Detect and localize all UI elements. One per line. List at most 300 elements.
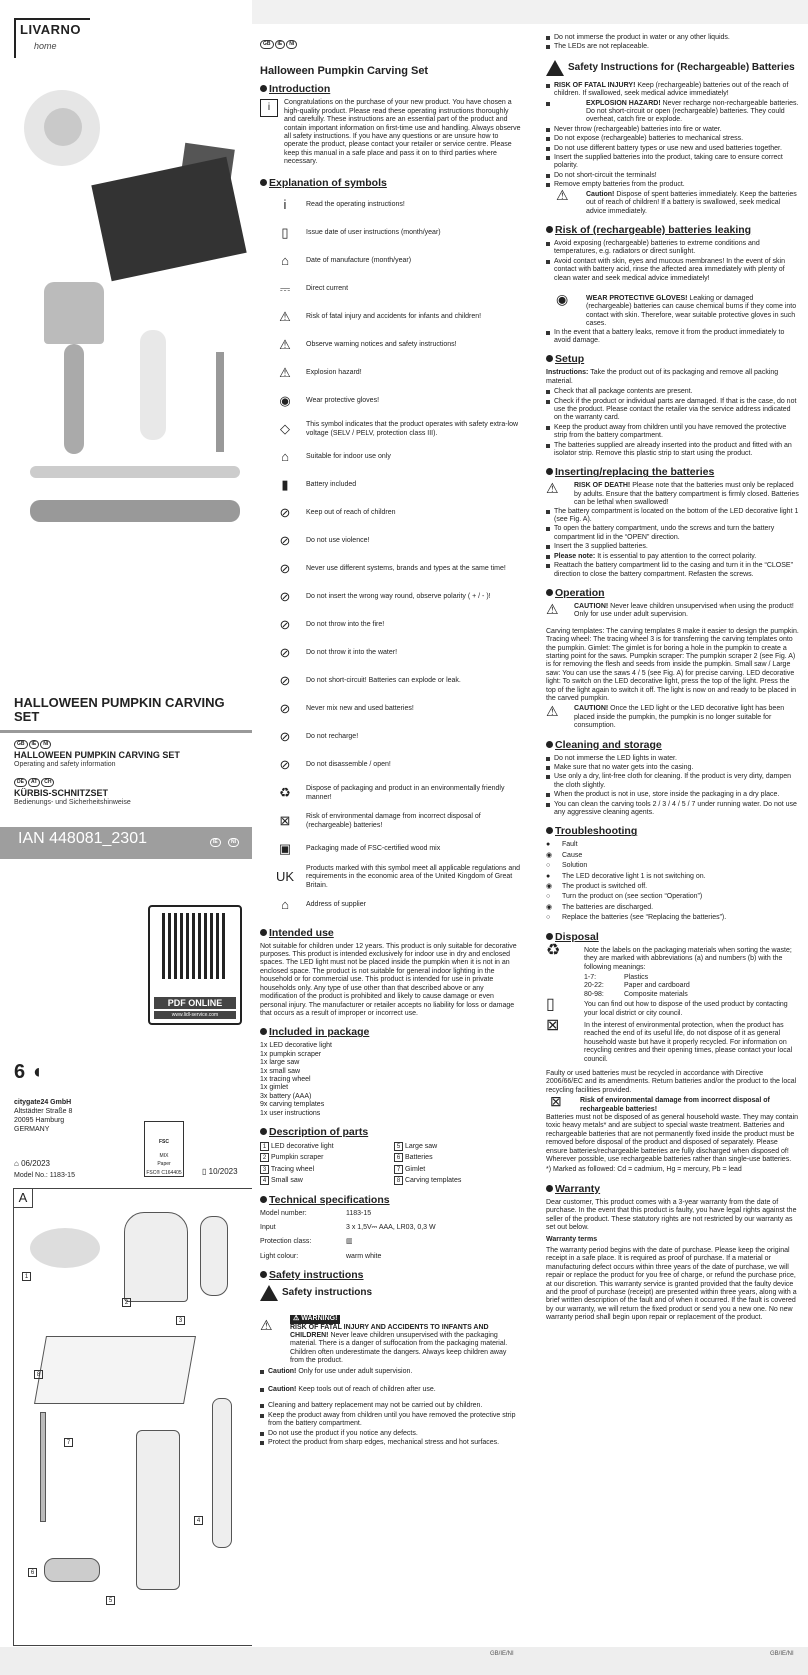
section-heading: Setup: [546, 353, 800, 365]
disposal-text: Faulty or used batteries must be recycled in accordance with Directive 2006/66/EC and its amendments. Return batteries and/or the product to the local recycling facilities provided.: [546, 1069, 797, 1094]
code-key: 1-7:: [584, 973, 597, 981]
symbol-row: [260, 669, 522, 695]
brand-sub: home: [34, 41, 57, 51]
fault-icon: ●: [546, 841, 551, 849]
leak-last: [546, 329, 800, 346]
fig-tracing-wheel: [200, 1216, 228, 1296]
symbol-text: Read the operating instructions!: [306, 201, 405, 209]
fig-batteries: [44, 1558, 100, 1582]
fig-callout: 3: [176, 1316, 185, 1325]
symbol-row: [260, 389, 522, 415]
templates-image: [91, 157, 246, 282]
symbol-icon: ⊘: [279, 533, 291, 549]
moon-icon: ◖: [30, 1061, 43, 1083]
fsc-paper: Paper: [157, 1161, 171, 1168]
death-warning: ⚠ RISK OF DEATH! Please note that the batteries must only be replaced by adults. Ensure that the battery compartment is firmly closed. Batteries can be lethal when swallowed!: [546, 480, 799, 507]
top-list: [546, 34, 800, 52]
symbol-row: [260, 361, 522, 387]
product-subtitle-en: Operating and safety information: [14, 761, 116, 768]
symbol-row: [260, 753, 522, 779]
ian-lang-badge: IE: [210, 838, 221, 847]
fsc-logo: [144, 1121, 184, 1177]
fig-small-saw: [212, 1398, 232, 1548]
symbol-icon: ⊠: [279, 813, 291, 829]
fig-scraper: [124, 1212, 188, 1302]
section-heading: Safety instructions: [260, 1269, 522, 1281]
package-item: 9x carving templates: [260, 1101, 325, 1109]
manufacturer-number: 6: [14, 1061, 26, 1083]
list-item: When the product is not in use, store inside the packaging in a dry place.: [546, 791, 800, 799]
cause-icon: ◉: [546, 883, 553, 891]
bullet-dot: [546, 226, 553, 233]
warning-label: ⚠ WARNING!: [290, 1315, 340, 1323]
symbol-text: Do not throw into the fire!: [306, 621, 385, 629]
manufacture-date-value: 06/2023: [21, 1159, 50, 1168]
symbol-text: Do not throw it into the water!: [306, 649, 398, 657]
bullet-dot: [260, 929, 267, 936]
warning-icon: ⚠: [546, 703, 559, 720]
symbol-row: [260, 613, 522, 639]
symbol-text: Never mix new and used batteries!: [306, 705, 414, 713]
ian-number: IAN 448081_2301: [18, 830, 147, 847]
code-key: 80-98:: [584, 990, 604, 998]
recycle-icon: ♻: [546, 941, 561, 959]
part-item: [394, 1153, 522, 1162]
list-item: Insert the supplied batteries into the product, taking care to ensure correct polarity.: [546, 154, 800, 171]
parts-list: [260, 1142, 522, 1186]
symbol-row: [260, 193, 522, 219]
bullet-dot: [260, 85, 267, 92]
list-item: The battery compartment is located on the bottom of the LED decorative light 1 (see Fig. A).: [546, 508, 800, 525]
disposal-footnote: *) Marked as followed: Cd = cadmium, Hg = mercury, Pb = lead: [546, 1166, 742, 1174]
symbol-text: Suitable for indoor use only: [306, 453, 391, 461]
symbol-text: Address of supplier: [306, 901, 366, 909]
intended-text: Not suitable for children under 12 years. This product is only suitable for decorative purposes. This product is intended exclusively for indoor use in dry and enclosed spaces. The LED light must not be placed inside the pumpkin when it is not in an enclosed space. The product is not suitable for general indoor lighting in the household or for commercial use. This product is intended for use in private households only. Any type of use other than that described above or any modification of the product is prohibited and likely to cause damage or even personal injury. The manufacturer or retailer accepts no liability for loss or damage that occurs as a result of improper or incorrect use.: [260, 942, 517, 1017]
symbol-row: [260, 865, 522, 891]
footer-right: GB/IE/NI: [770, 1651, 794, 1657]
symbol-text: Explosion hazard!: [306, 369, 362, 377]
part-name: Carving templates: [403, 1177, 462, 1185]
symbol-row: [260, 529, 522, 555]
lang-badges-de: [14, 778, 55, 787]
warning-icon: ⚠: [546, 600, 559, 617]
package-list: [260, 1042, 522, 1118]
fault-text: The LED decorative light 1 is not switching on.: [562, 872, 706, 880]
legend-cause: Cause: [562, 851, 583, 859]
symbol-icon: ▮: [281, 477, 289, 493]
operation-caution-2: ⚠ CAUTION! Once the LED light or the LED decorative light has been placed inside the pumpkin, the pumpkin is no longer suitable for consumption.: [546, 703, 785, 730]
lang-badge: NI: [286, 40, 297, 49]
list-item: Make sure that no water gets into the casing.: [546, 764, 800, 772]
symbol-row: [260, 585, 522, 611]
fault-icon: ●: [546, 872, 551, 880]
cause-icon: ◉: [546, 903, 553, 911]
list-item: Do not use the product if you notice any defects.: [260, 1430, 522, 1438]
symbol-icon: ▯: [281, 225, 289, 241]
symbol-list: [260, 193, 522, 919]
part-item: [260, 1176, 388, 1185]
code-value: Plastics: [624, 973, 649, 981]
middle-column: [252, 0, 530, 1675]
symbol-row: [260, 893, 522, 919]
bullet-dot: [260, 179, 267, 186]
issue-date: [202, 1168, 238, 1176]
package-item: 1x pumpkin scraper: [260, 1050, 322, 1058]
legend-fault: Fault: [562, 841, 578, 849]
symbol-text: Issue date of user instructions (month/year): [306, 229, 441, 237]
spec-key: Light colour:: [260, 1252, 299, 1260]
part-name: Gimlet: [403, 1165, 426, 1173]
figure-a-label: A: [13, 1188, 33, 1208]
part-item: [394, 1176, 522, 1185]
crossed-bin-icon: ⊠: [550, 1093, 562, 1110]
symbol-icon: ⚠: [279, 337, 291, 353]
symbol-text: Wear protective gloves!: [306, 397, 380, 405]
symbol-row: [260, 249, 522, 275]
spec-value: warm white: [346, 1252, 382, 1260]
list-item: In the event that a battery leaks, remove it from the product immediately to avoid damage.: [546, 329, 800, 346]
part-name: Batteries: [403, 1154, 433, 1162]
symbol-text: Packaging made of FSC-certified wood mix: [306, 845, 441, 853]
list-item: Do not short-circuit the terminals!: [546, 172, 800, 180]
model-number: Model No.: 1183-15: [14, 1172, 75, 1179]
symbol-row: [260, 725, 522, 751]
cover-title: HALLOWEEN PUMPKIN CARVING SET: [14, 695, 225, 724]
symbol-row: [260, 697, 522, 723]
symbol-text: This symbol indicates that the product operates with safety extra-low voltage (SELV / PELV, protection class III).: [306, 421, 519, 437]
warranty-terms-heading: Warranty terms: [546, 1236, 598, 1244]
symbol-row: [260, 277, 522, 303]
bullet-dot: [546, 589, 553, 596]
solution-icon: ○: [546, 914, 551, 922]
symbol-text: Direct current: [306, 285, 349, 293]
symbol-icon: ◇: [280, 421, 290, 437]
intro-block: [260, 99, 522, 168]
fig-callout: 6: [28, 1568, 37, 1577]
bin-icon: ▯: [546, 996, 555, 1014]
symbol-text: Battery included: [306, 481, 357, 489]
warning-icon: [260, 1285, 278, 1301]
list-item: Reattach the battery compartment lid to the casing and turn it in the “CLOSE” direction to close the battery compartment. Refasten the screws.: [546, 562, 800, 579]
setup-list: [546, 388, 800, 458]
battery-rules-list: [546, 126, 800, 190]
list-item: Check if the product or individual parts are damaged. If that is the case, do not use the product. Please contact the retailer via the service address indicated on the warranty card.: [546, 398, 800, 423]
symbol-row: [260, 641, 522, 667]
address-line: 20095 Hamburg: [14, 1117, 65, 1124]
code-value: Composite materials: [624, 990, 688, 998]
lang-badge: GB: [260, 40, 274, 49]
lang-badge: IE: [275, 40, 286, 49]
fig-gimlet: [40, 1412, 46, 1522]
spec-key: Model number:: [260, 1209, 307, 1217]
list-item: To open the battery compartment, undo the screws and turn the battery compartment lid in the “OPEN” direction.: [546, 525, 800, 542]
symbol-icon: ▣: [278, 841, 292, 857]
lang-badge: GB: [14, 740, 28, 749]
section-heading: Warranty: [546, 1183, 800, 1195]
small-saw-image: [30, 466, 240, 478]
fig-callout: 5: [106, 1596, 115, 1605]
leak-list: [546, 240, 800, 283]
symbol-text: Dispose of packaging and product in an environmentally friendly manner!: [306, 785, 505, 801]
symbol-text: Risk of environmental damage from incorrect disposal of (rechargeable) batteries!: [306, 813, 481, 829]
symbol-row: [260, 557, 522, 583]
bullet-dot: [546, 741, 553, 748]
warning-icon: ⚠: [556, 186, 569, 203]
spec-table: [260, 1210, 522, 1262]
part-item: [260, 1153, 388, 1162]
fig-callout: 4: [194, 1516, 203, 1525]
product-title-de: KÜRBIS-SCHNITZSET: [14, 788, 108, 798]
symbol-row: [260, 305, 522, 331]
battery-safety-heading: Safety Instructions for (Rechargeable) Batteries: [546, 60, 800, 76]
operation-text: Carving templates: The carving templates 8 make it easier to design the pumpkin. Tracing wheel: The tracing wheel 3 is for transferring the carving templates onto the pumpkin. Gimlet: The gimlet is for boring a hole in the pumpkin to create a starting point for the saws. Pumpkin scraper: The pumpkin scraper 2 (see Fig. A) is for removing the flesh and seeds from inside the pumpkin. Small saw / Large saw: You can use the saws 4 / 5 (see Fig. A) for precise carving. LED decorative light: To switch on the LED decorative light, press the top of the light. Press the top of the light again to switch it off. The light is now on and ready to be placed in the carved pumpkin.: [546, 627, 799, 702]
symbol-row: [260, 473, 522, 499]
disposal-text: In the interest of environmental protection, when the product has reached the end of its useful life, do not dispose of it as general household waste but have it properly recycled. For information on recycling centres and their opening times, please contact your local council.: [584, 1021, 793, 1063]
symbol-text: Do not use violence!: [306, 537, 370, 545]
part-name: Small saw: [269, 1177, 303, 1185]
solution-icon: ○: [546, 862, 551, 870]
symbol-icon: ♻: [279, 785, 291, 801]
symbol-icon: ⎓: [279, 281, 291, 297]
part-item: [260, 1165, 388, 1174]
address-line: GERMANY: [14, 1126, 50, 1133]
lang-badge: NI: [40, 740, 51, 749]
bullet-dot: [546, 355, 553, 362]
cause-icon: ◉: [546, 851, 553, 859]
ian-bar: [0, 827, 252, 859]
part-item: [260, 1142, 388, 1151]
symbol-row: [260, 809, 522, 835]
package-item: 1x user instructions: [260, 1109, 321, 1117]
lang-badge: CH: [41, 778, 54, 787]
crossed-bin-icon: ⊠: [546, 1016, 560, 1034]
disposal-text: Note the labels on the packaging materials when sorting the waste; they are marked with abbreviations (a) and numbers (b) with the following meanings:: [584, 946, 792, 971]
list-item: The batteries supplied are already inserted into the product and fitted with an isolator strip. Remove this plastic strip to start using the product.: [546, 442, 800, 459]
legend-solution: Solution: [562, 862, 588, 870]
gloves-warning: ◉ WEAR PROTECTIVE GLOVES! Leaking or damaged (rechargeable) batteries can cause chemical burns if they come into contact with skin. Therefore, wear suitable protective gloves in such cases.: [556, 290, 797, 328]
part-number: 1: [260, 1142, 269, 1151]
cause-text: The batteries are discharged.: [562, 903, 654, 911]
section-heading: Description of parts: [260, 1126, 522, 1138]
symbol-icon: ⌂: [281, 449, 289, 465]
part-name: Pumpkin scraper: [269, 1154, 324, 1162]
list-item: Protect the product from sharp edges, mechanical stress and hot surfaces.: [260, 1439, 522, 1447]
section-heading: Technical specifications: [260, 1194, 522, 1206]
battery-disposal-warning: ⊠ Risk of environmental damage from incorrect disposal of rechargeable batteries!: [550, 1093, 770, 1113]
manufacture-date: [14, 1160, 50, 1168]
symbol-text: Risk of fatal injury and accidents for infants and children!: [306, 313, 482, 321]
ian-lang-badge: NI: [228, 838, 239, 847]
symbol-icon: ⊘: [279, 673, 291, 689]
fig-templates: [34, 1336, 196, 1404]
fig-callout: 7: [64, 1438, 73, 1447]
symbol-icon: ⌂: [281, 253, 289, 269]
part-name: Tracing wheel: [269, 1165, 315, 1173]
spec-value: 1183-15: [346, 1209, 372, 1217]
lang-badge: IE: [29, 740, 40, 749]
fsc-code: FSC® C164405: [146, 1169, 182, 1176]
doc-title: Halloween Pumpkin Carving Set: [260, 65, 429, 77]
list-item: Please note: It is essential to pay attention to the correct polarity.: [546, 553, 800, 561]
symbol-row: [260, 837, 522, 863]
symbol-icon: ⊘: [279, 729, 291, 745]
setup-instructions: Instructions: Take the product out of its packaging and remove all packing material.: [546, 369, 779, 385]
bullet-dot: [260, 1271, 267, 1278]
fig-led-light: [30, 1228, 100, 1268]
product-subtitle-de: Bedienungs- und Sicherheitshinweise: [14, 799, 131, 806]
qr-code[interactable]: [148, 905, 242, 1025]
list-item: Avoid exposing (rechargeable) batteries to extreme conditions and temperatures, e.g. radiators or direct sunlight.: [546, 240, 800, 257]
package-item: 1x large saw: [260, 1059, 300, 1067]
part-number: 4: [260, 1176, 269, 1185]
list-item: Avoid contact with skin, eyes and mucous membranes! In the event of skin contact with battery acid, rinse the affected area immediately with plenty of clean water and seek medical advice immediately!: [546, 258, 800, 283]
symbol-row: [260, 221, 522, 247]
symbol-text: Date of manufacture (month/year): [306, 257, 412, 265]
list-item: Check that all package contents are present.: [546, 388, 800, 396]
list-item: Cleaning and battery replacement may not be carried out by children.: [260, 1402, 522, 1410]
section-heading: Risk of (rechargeable) batteries leaking: [546, 224, 800, 236]
list-item: Remove empty batteries from the product.: [546, 181, 800, 189]
footer-left: GB/IE/NI: [490, 1651, 514, 1657]
part-name: Large saw: [403, 1142, 438, 1150]
list-item: Do not expose (rechargeable) batteries to mechanical stress.: [546, 135, 800, 143]
fig-callout: 8: [34, 1370, 43, 1379]
symbol-text: Do not recharge!: [306, 733, 359, 741]
page-footer: [0, 1647, 808, 1675]
manufacturer-address: [14, 1098, 72, 1134]
large-saw-image: [30, 500, 240, 522]
battery-caution: ⚠ Caution! Dispose of spent batteries immediately. Keep the batteries out of reach of children! If a battery is swallowed, seek medical advice immediately.: [556, 186, 797, 215]
symbol-row: [260, 781, 522, 807]
bullet-dot: [260, 1128, 267, 1135]
brand-logo: [14, 18, 90, 58]
symbol-icon: ⊘: [279, 757, 291, 773]
code-value: Paper and cardboard: [624, 982, 690, 990]
safety-subheading: Safety instructions: [260, 1285, 522, 1301]
tracing-wheel-image: [140, 330, 166, 440]
symbol-icon: ⚠: [279, 309, 291, 325]
list-item: Use only a dry, lint-free cloth for cleaning. If the product is very dirty, dampen the cloth slightly.: [546, 773, 800, 790]
symbol-text: Keep out of reach of children: [306, 509, 396, 517]
symbol-icon: ⊘: [279, 617, 291, 633]
spec-value: 3 x 1,5V⎓ AAA, LR03, 0,3 W: [346, 1224, 436, 1231]
list-item: Keep the product away from children until you have removed the protective strip from the battery compartment.: [546, 424, 800, 441]
fsc-name: FSC: [159, 1139, 169, 1145]
list-item: Keep the product away from children until you have removed the protective strip from the battery compartment.: [260, 1412, 522, 1429]
led-light-center: [44, 108, 82, 146]
safety-list: [260, 1402, 522, 1447]
header-langs: [260, 40, 522, 49]
symbol-icon: i: [283, 197, 287, 213]
warranty-terms-text: The warranty period begins with the date of purchase. Please keep the original receipt in a safe place. It is required as proof of purchase. If a material or manufacturing defect occurs within three years of the date of purchase, we will repair or replace the product for you free of charge, or refund the purchase price, at our discretion. This warranty service is granted provided that the faulty device and the proof of purchase (receipt) are presented within three years, along with a brief written description of the fault and of when it occurred. If the fault is covered by our warranty, we will return the fixed product or send you a new one. No new warranty period shall begin upon repair or replacement of the product.: [546, 1246, 797, 1322]
insert-list: [546, 508, 800, 579]
list-item: The LEDs are not replaceable.: [546, 43, 800, 51]
qr-pattern: [162, 913, 228, 979]
package-item: 1x LED decorative light: [260, 1042, 332, 1050]
section-heading: Troubleshooting: [546, 825, 800, 837]
factory-icon: ⌂: [14, 1159, 19, 1168]
brand-name: LIVARNO: [20, 22, 82, 37]
section-heading: Disposal: [546, 931, 800, 943]
symbol-icon: ⊘: [279, 589, 291, 605]
address-line: Altstädter Straße 8: [14, 1108, 73, 1115]
product-title-en: HALLOWEEN PUMPKIN CARVING SET: [14, 750, 180, 760]
symbol-text: Do not insert the wrong way round, observe polarity ( + / - )!: [306, 593, 491, 601]
symbol-icon: ⚠: [279, 365, 291, 381]
bullet-dot: [260, 1028, 267, 1035]
part-number: 7: [394, 1165, 403, 1174]
intro-text: Congratulations on the purchase of your new product. You have chosen a high-quality product. Please read these operating instructions thoroughly and carefully. These instructions are an essential part of the product and contain important information on first-time use and handling. Always observe all safety instructions. If you have any questions or are unsure how to operate the product, please contact your retailer or service centre. Please keep this manual in a safe place and pass it on to third parties where necessary.: [284, 99, 521, 166]
symbol-text: Observe warning notices and safety instructions!: [306, 341, 457, 349]
title-divider: [0, 730, 252, 733]
section-heading: Cleaning and storage: [546, 739, 800, 751]
disposal-block: [546, 941, 800, 1066]
spec-value: ▥: [346, 1238, 353, 1246]
bullet-dot: [260, 1196, 267, 1203]
disposal-text: Batteries must not be disposed of as general household waste. They may contain toxic heavy metals* and are subject to special waste treatment. Batteries and rechargeable batteries that are not permanently fixed inside the product must be removed before disposal of the product and disposed of separately. Please ensure batteries/rechargeable batteries are fully discharged when disposed of! Wherever possible, use rechargeable batteries rather than single-use batteries.: [546, 1114, 799, 1164]
package-item: 3x battery (AAA): [260, 1092, 312, 1100]
warning-icon: [546, 60, 564, 76]
section-heading: Introduction: [260, 83, 522, 95]
part-number: 3: [260, 1165, 269, 1174]
warranty-text: Dear customer, This product comes with a 3-year warranty from the date of purchase. In the event that this product is faulty, you have legal rights against the seller of the product. These statutory rights are not restricted by our warranty as set out below.: [546, 1198, 797, 1232]
symbol-row: [260, 445, 522, 471]
child-hazard-icon: ⚠: [260, 1317, 273, 1334]
symbol-row: [260, 501, 522, 527]
list-item: Do not immerse the LED lights in water.: [546, 755, 800, 763]
part-name: LED decorative light: [269, 1142, 334, 1150]
warning-icon: ⚠: [546, 480, 559, 497]
caution-list: [260, 1368, 522, 1395]
solution-text: Replace the batteries (see “Replacing the batteries”).: [562, 914, 727, 922]
symbol-text: Products marked with this symbol meet all applicable regulations and requirements in the economic area of the United Kingdom of Great Britain.: [306, 864, 520, 889]
section-heading: Operation: [546, 587, 800, 599]
recycling-codes: [584, 974, 800, 999]
list-item: Never throw (rechargeable) batteries into fire or water.: [546, 126, 800, 134]
cause-text: The product is switched off.: [562, 883, 648, 891]
child-warning: ⚠ ⚠ WARNING! RISK OF FATAL INJURY AND ACCIDENTS TO INFANTS AND CHILDREN! Never leave children unsupervised with the packaging material. There is a danger of suffocation from the packaging material. Children often underestimate the dangers. Always keep children away from the product.: [260, 1315, 508, 1365]
part-number: 2: [260, 1153, 269, 1162]
cover-column: [0, 0, 252, 1675]
scraper-image: [44, 282, 104, 344]
scraper-handle: [64, 344, 84, 454]
lang-badge: AT: [28, 778, 40, 787]
symbol-icon: ◉: [279, 393, 291, 409]
part-item: [394, 1142, 522, 1151]
list-item: Do not use different battery types or use new and used batteries together.: [546, 145, 800, 153]
part-item: [394, 1165, 522, 1174]
gloves-icon: ◉: [556, 290, 569, 307]
symbol-icon: ⊘: [279, 645, 291, 661]
gimlet-image: [216, 352, 224, 452]
fig-callout: 1: [22, 1272, 31, 1281]
package-item: 1x gimlet: [260, 1084, 289, 1092]
troubleshooting-table: [546, 841, 800, 922]
part-number: 8: [394, 1176, 403, 1185]
fig-large-saw: [136, 1430, 180, 1590]
disposal-text: You can find out how to dispose of the used product by contacting your local district or city council.: [584, 1001, 788, 1017]
symbol-icon: ⊘: [279, 701, 291, 717]
symbol-icon: ⊘: [279, 561, 291, 577]
battery-safety-list: [546, 82, 800, 125]
part-number: 5: [394, 1142, 403, 1151]
right-column: [540, 0, 808, 1675]
symbol-text: Never use different systems, brands and types at the same time!: [306, 565, 506, 573]
manufacturer-mark: [14, 1061, 43, 1083]
fsc-mix: MIX: [159, 1153, 169, 1159]
qr-url: www.lidl-service.com: [154, 1011, 236, 1019]
symbol-icon: ⌂: [281, 897, 289, 913]
